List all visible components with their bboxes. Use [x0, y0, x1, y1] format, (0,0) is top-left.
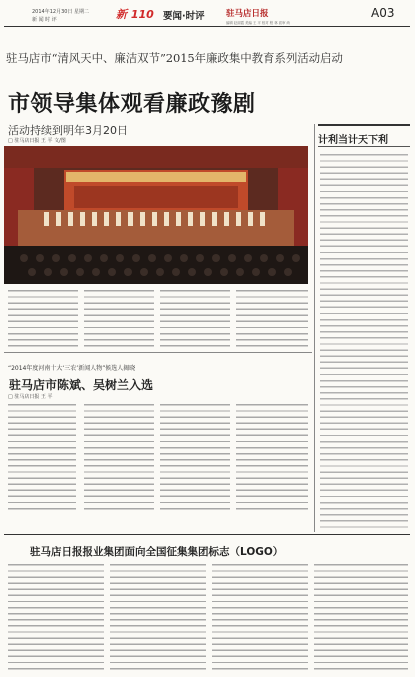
masthead-line2: 新 闻 时 评: [32, 17, 57, 23]
lead-body-col-a: [8, 288, 78, 348]
notice-body-col-d: [314, 562, 408, 670]
commentary-title-rule: [318, 146, 410, 147]
masthead-rule: [4, 26, 410, 27]
notice-top-rule: [4, 534, 410, 535]
masthead-brand: 驻马店日报: [226, 9, 269, 19]
lead-headline: 市领导集体观看廉政豫剧: [8, 92, 256, 117]
stage-photo: [4, 146, 308, 284]
second-kicker: “2014年度河南十大‘三农’新闻人物”候选人揭晓: [8, 365, 136, 372]
masthead-date: 2014年12月30日 星期二: [32, 9, 90, 15]
page-number: A03: [371, 6, 395, 20]
lead-body-col-c: [160, 288, 230, 348]
second-byline: □ 驻马店日报 王 平: [8, 394, 53, 400]
commentary-body: [320, 152, 408, 532]
notice-title: 驻马店日报报业集团面向全国征集集团标志（LOGO）: [30, 546, 284, 558]
lead-body-col-b: [84, 288, 154, 348]
second-body-col-d: [236, 402, 308, 514]
masthead-logo: 新 110: [116, 8, 154, 21]
lead-subhead: 活动持续到明年3月20日: [8, 124, 128, 137]
second-body-col-a: [8, 402, 76, 514]
stage-photo-image: [4, 146, 308, 284]
notice-body-col-b: [110, 562, 206, 670]
lead-bottom-rule: [4, 352, 312, 353]
commentary-title: 计利当计天下利: [318, 135, 388, 146]
second-body-col-c: [160, 402, 230, 514]
lead-byline: □ 驻马店日报 王 平 文/图: [8, 138, 66, 144]
commentary-top-rule: [318, 124, 410, 126]
commentary-divider: [314, 124, 315, 532]
lead-kicker: 驻马店市“清风天中、廉洁双节”2015年廉政集中教育系列活动启动: [6, 51, 343, 65]
masthead-section: 要闻·时评: [163, 11, 205, 22]
masthead-editor: 编辑 赵丽霞 美编 王 平 校对 程 林 质审 尚: [226, 21, 290, 25]
second-body-col-b: [84, 402, 154, 514]
lead-body-col-d: [236, 288, 308, 348]
notice-body-col-a: [8, 562, 104, 670]
second-headline: 驻马店市陈斌、吴树兰入选: [9, 378, 154, 392]
notice-body-col-c: [212, 562, 308, 670]
